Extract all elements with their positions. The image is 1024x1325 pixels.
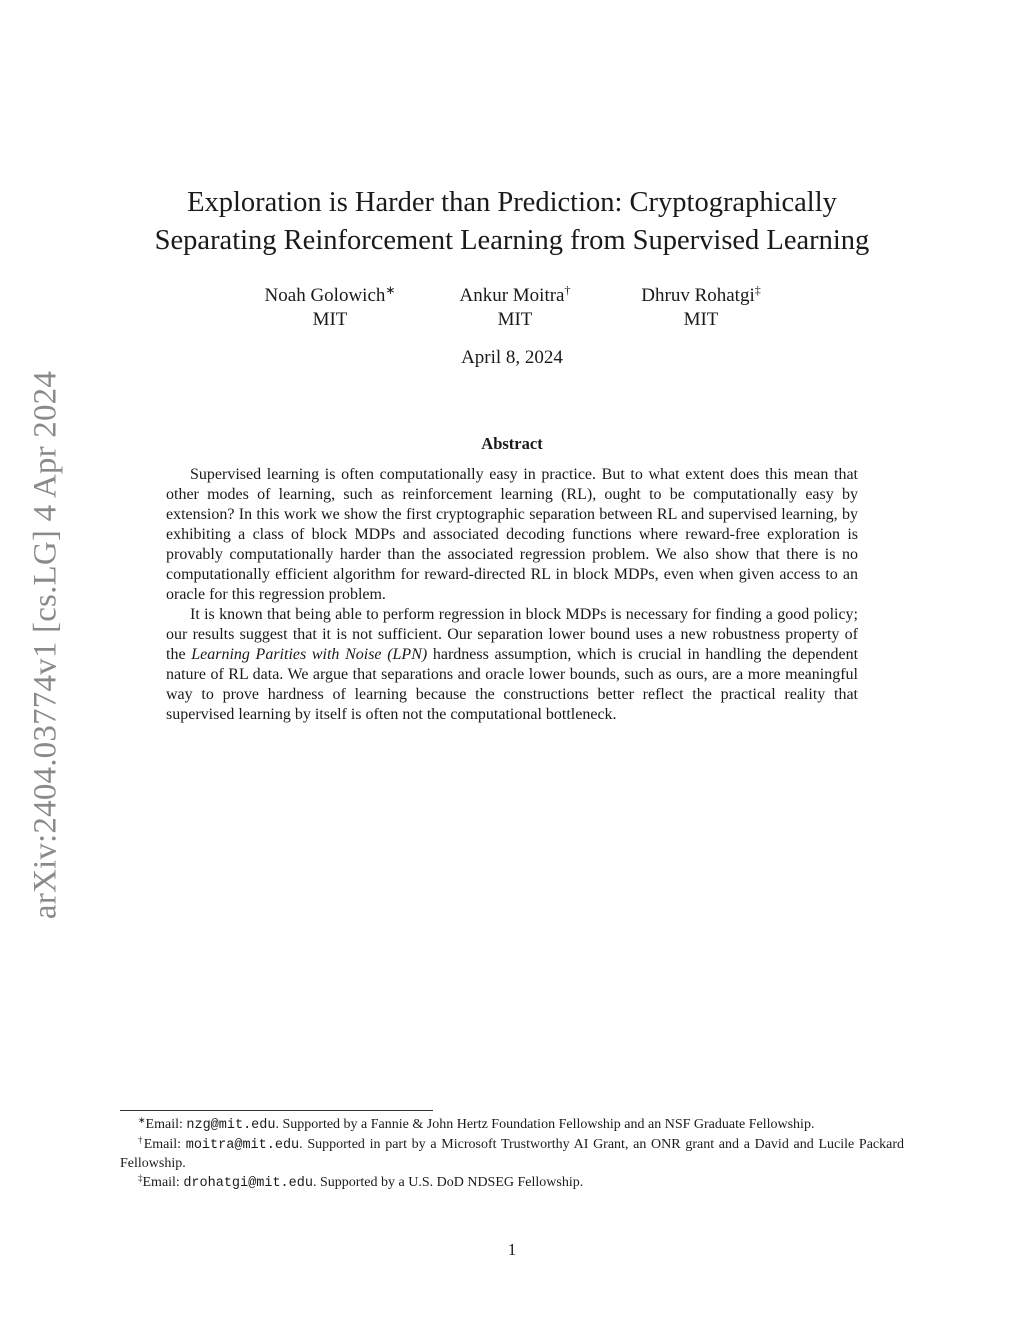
footnote-text: . Supported in part by a Microsoft Trustworthy AI Grant, an ONR grant and a David and Lucile Packard Fellowship. <box>120 1136 904 1171</box>
author-affiliation: MIT <box>312 309 348 330</box>
author-name: Noah Golowich <box>264 285 386 306</box>
title-line-2: Separating Reinforcement Learning from Supervised Learning <box>154 225 870 256</box>
author-affiliation: MIT <box>497 309 533 330</box>
page-number: 1 <box>507 1240 517 1259</box>
arxiv-identifier: arXiv:2404.03774v1 [cs.LG] 4 Apr 2024 <box>27 370 64 920</box>
footnote-golowich <box>120 1116 904 1136</box>
abstract-heading: Abstract <box>481 434 543 453</box>
abstract-paragraph-2 <box>166 605 858 725</box>
footnote-moitra <box>120 1136 904 1174</box>
footnote-mark: † <box>138 1134 144 1145</box>
author-rohatgi <box>630 284 772 332</box>
footnote-text: . Supported by a Fannie & John Hertz Foundation Fellowship and an NSF Graduate Fellowship. <box>275 1117 815 1132</box>
footnote-rohatgi <box>120 1174 904 1194</box>
footnote-mark: † <box>564 283 571 297</box>
author-name: Dhruv Rohatgi <box>641 285 755 306</box>
footnote-mark: ∗ <box>138 1115 146 1125</box>
footnote-label: Email: <box>142 1174 184 1190</box>
footnotes <box>120 1116 904 1193</box>
footnote-mark: ‡ <box>754 283 761 297</box>
author-moitra <box>450 284 580 332</box>
abstract-text: It is known that being able to perform regression in block MDPs is necessary for finding a good policy; our results suggest that it is not sufficient. Our separation lower bound uses a new robustness property of the <box>166 606 858 663</box>
paper-title <box>100 184 924 260</box>
abstract-paragraph-1: Supervised learning is often computationally easy in practice. But to what extent does this mean that other modes of learning, such as reinforcement learning (RL), ought to be computationally easy by extension? In this work we show the first cryptographic separation between RL and supervised learning, by exhibiting a class of block MDPs and associated decoding functions where reward-free exploration is provably computationally harder than the associated regression problem. We also show that there is no computationally efficient algorithm for reward-directed RL in block MDPs, even when given access to an oracle for this regression problem. <box>166 466 858 603</box>
author-affiliation: MIT <box>683 309 719 330</box>
publication-date: April 8, 2024 <box>461 347 563 368</box>
footnote-mark: ‡ <box>138 1172 143 1183</box>
footnote-label: Email: <box>145 1117 187 1132</box>
author-name: Ankur Moitra <box>459 285 565 306</box>
email-address[interactable]: nzg@mit.edu <box>186 1118 276 1133</box>
email-address[interactable]: drohatgi@mit.edu <box>183 1175 313 1191</box>
author-golowich <box>259 284 401 332</box>
footnote-text: . Supported by a U.S. DoD NDSEG Fellowship. <box>312 1174 584 1190</box>
footnote-divider <box>120 1110 433 1111</box>
footnote-label: Email: <box>143 1136 186 1152</box>
footnote-mark: ∗ <box>385 283 396 297</box>
abstract-text: hardness assumption, which is crucial in handling the dependent nature of RL data. We argue that separations and oracle lower bounds, such as ours, are a more meaningful way to prove hardness of learning because the constructions better reflect the practical reality that supervised learning by itself is often not the computational bottleneck. <box>166 646 859 723</box>
email-address[interactable]: moitra@mit.edu <box>185 1137 300 1153</box>
title-line-1: Exploration is Harder than Prediction: Cryptographically <box>187 187 837 218</box>
abstract-body <box>166 465 858 725</box>
lpn-term: Learning Parities with Noise (LPN) <box>191 646 428 663</box>
